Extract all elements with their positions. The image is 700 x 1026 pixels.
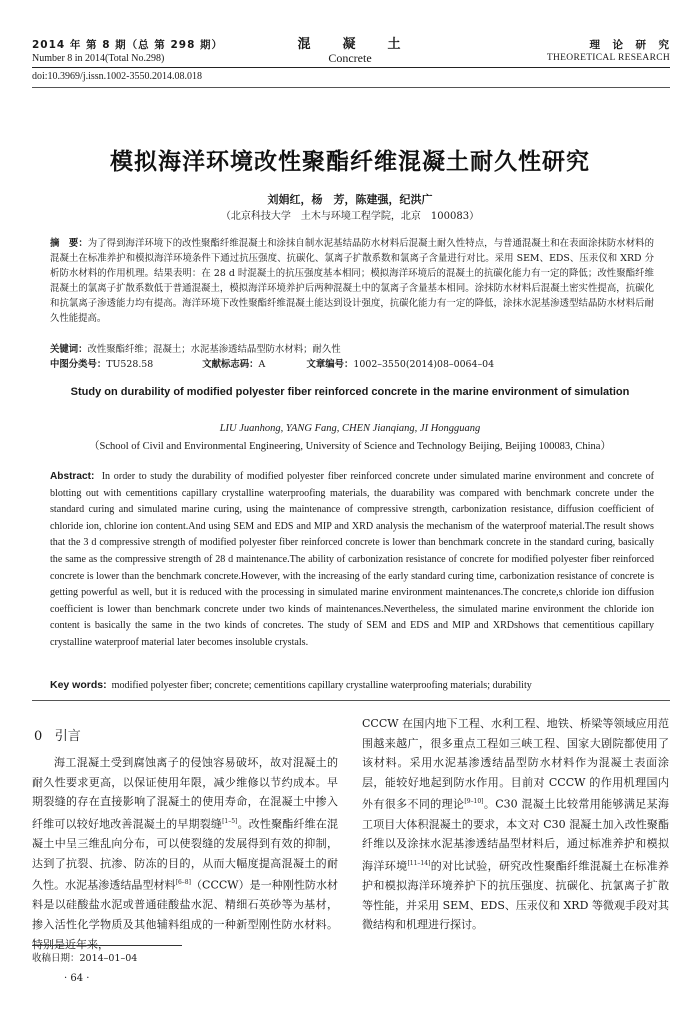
affiliation: （北京科技大学 土木与环境工程学院，北京 100083） [220, 211, 480, 222]
footnote-rule [32, 945, 182, 946]
english-affiliation: （School of Civil and Environmental Engineering, University of Science and Technology Beijing, Beijing 100083, China） [89, 441, 611, 452]
keywords-cn [50, 341, 654, 355]
english-title: Study on durability of modified polyester fiber reinforced concrete in the marine environment of simulation [70, 386, 630, 398]
header-rule [32, 67, 670, 68]
abstract-cn-text: 为了得到海洋环境下的改性聚酯纤维混凝土和涂抹自制水泥基结晶防水材料后混凝土耐久性特点，与普通混凝土和在表面涂抹防水材料的混凝土在标准养护和模拟海洋环境条件下通过抗压强度、抗碳化、氯离子扩散系数和氯离子含量进行对比。采用 SEM、EDS、压汞仪和 XRD 分析防水材料的作用机理。结果表明：在 28 d 时混凝土的抗压强度基本相同；模拟海洋环境后的混凝土的抗碳化能力有一定的降低；改性聚酯纤维混凝土的氯离子扩散系数低于普通混凝土，模拟海洋环境养护后两种混凝土中的氯离子含量基本相同。涂抹防水材料后混凝土密实性提高，抗碳化和抗氯离子渗透能力均有提高。海洋环境下改性聚酯纤维混凝土能达到设计强度，抗碳化能力有一定的降低，涂抹水泥基渗透型结晶防水材料后耐久性能提高。 [50, 238, 654, 324]
right-col-text-3: 的对比试验，研究改性聚酯纤维混凝土在标准养护和模拟海洋环境养护下的抗压强度、抗碳化、抗氯离子扩散等性能，并采用 SEM、EDS、压汞仪和 XRD 等微观手段对其微结构和机理进行探讨。 [362, 859, 670, 932]
right-column-paragraph [362, 714, 669, 935]
keywords-cn-text: 改性聚酯纤维；混凝土；水泥基渗透结晶型防水材料；耐久性 [87, 344, 341, 355]
abstract-cn-label: 摘 要： [50, 238, 88, 249]
english-authors: LIU Juanhong, YANG Fang, CHEN Jianqiang, JI Hongguang [219, 423, 481, 434]
received-text: 收稿日期：2014–01–04 [32, 953, 138, 964]
keywords-en-text: modified polyester fiber; concrete; cementitions capillary crystalline waterproofing materials; durability [111, 680, 532, 691]
abstract-cn [50, 237, 654, 326]
citation-ref: [11–14] [407, 859, 431, 867]
abstract-en [50, 469, 654, 652]
doi: doi:10.3969/j.issn.1002-3550.2014.08.018 [32, 71, 203, 82]
left-col-text-1: 海工混凝土受到腐蚀离子的侵蚀容易破坏，故对混凝土的耐久性要求更高，以保证使用年限，减少维修以节约成本。早期裂缝的存在直接影响了混凝土的使用寿命，在混凝土中掺入纤维可以较好地改善混凝土的早期裂缝 [32, 756, 338, 831]
left-col-text-2: 。改性聚酯纤维在混凝土中呈三维乱向分布，可以使裂缝的发展得到有效的抑制，达到了抗裂、抗渗、防冻的目的，从而大幅度提高混凝土的耐久性。水泥基渗透结晶型材料 [32, 817, 339, 892]
abstract-en-label: Abstract: [50, 471, 95, 482]
doc-code-label: 文献标志码： [202, 359, 259, 370]
article-no-label: 文章编号： [306, 359, 354, 370]
left-column-paragraph [32, 753, 338, 954]
keywords-en-label: Key words: [50, 679, 107, 691]
abstract-rule [32, 700, 670, 701]
section-title: 引言 [54, 729, 81, 744]
citation-ref: [9–10] [464, 798, 484, 806]
section-en: THEORETICAL RESEARCH [546, 53, 670, 63]
received-date [32, 950, 137, 964]
clc-value: TU528.58 [106, 359, 154, 370]
doc-code-value: A [258, 359, 266, 370]
clc-label: 中图分类号： [50, 359, 107, 370]
section-cn: 理 论 研 究 [589, 39, 670, 51]
issue-cn: 2014 年 第 8 期（总 第 298 期） [32, 39, 224, 51]
page-title: 模拟海洋环境改性聚酯纤维混凝土耐久性研究 [110, 149, 590, 175]
issue-en: Number 8 in 2014(Total No.298) [32, 53, 165, 64]
section-heading [34, 725, 81, 744]
section-number: 0 [34, 729, 43, 744]
citation-ref: [1–5] [222, 817, 238, 825]
right-col-text-1: CCCW 在国内地下工程、水利工程、地铁、桥梁等领域应用范围越来越广，很多重点工程如三峡工程、国家大剧院都使用了该材料。采用水泥基渗透结晶型防水材料作为混凝土表面涂层，能较好地起到防水作用。目前对 CCCW 的作用机理国内外有很多不同的理论 [362, 717, 669, 812]
doi-rule [32, 87, 670, 88]
journal-cn: 混 凝 土 [297, 37, 403, 52]
page-number: · 64 · [64, 973, 90, 984]
abstract-en-text: In order to study the durability of modified polyester fiber reinforced concrete under simulated marine environment and concrete of blotting out with cementitions capillary crystalline waterproofing materials, the duarability was compared with benchmark concrete under the standard curing and simulated marine curing, using the maintenance of compressive strength, carbonization resistance, diffusion coefficient of chloride ion, chlorine ion content.And using SEM and EDS and MIP and XRD analysis the mechanism of the waterproof material.The result shows that the 3 d compressive strength of modified polyester fiber reinforced concrete is lower than benchmark concrete in the standard curing, basically the same as the compressive strength of 28 d maintenance.The ability of carbonization resistance of concrete for modified polyester fiber reinforced concrete is lower than the benchmark concrete.However, with the increasing of the early standard curing time, carbonization resistance of concrete is getting powerful as well, but it is reduced with the processing in simulated marine environment maintenances.The concrete,s chloride ion diffusion coefficient is lower than benchmark concrete under two kinds of maintenances.Nevertheless, the simulated marine environment the chloride ion content is basically the same in the two kinds of concretes. The study of SEM and EDS and MIP and XRDshows that cementitious capillary crystalline waterproof material later becomes insoluble crystals. [50, 471, 654, 648]
article-no-value: 1002–3550(2014)08–0064–04 [353, 359, 495, 370]
authors: 刘娟红，杨 芳，陈建强，纪洪广 [267, 193, 433, 206]
left-col-text-3: （CCCW）是一种刚性防水材料是以硅酸盐水泥或普通硅酸盐水泥、精细石英砂等为基材，掺入活性化学物质及其他辅料组成的一种新型刚性防水材料。特别是近年来， [32, 878, 339, 951]
keywords-cn-label: 关键词： [50, 344, 88, 355]
keywords-en [50, 679, 654, 691]
citation-ref: [6–8] [175, 879, 191, 887]
classification-row [50, 356, 654, 370]
journal-en: Concrete [328, 51, 372, 65]
right-col-text-2: 。C30 混凝土比较常用能够满足某海工项目大体积混凝土的要求，本文对 C30 混凝土加入改性聚酯纤维以及涂抹水泥基渗透结晶型材料后，通过标准养护和模拟海洋环境 [362, 798, 669, 873]
